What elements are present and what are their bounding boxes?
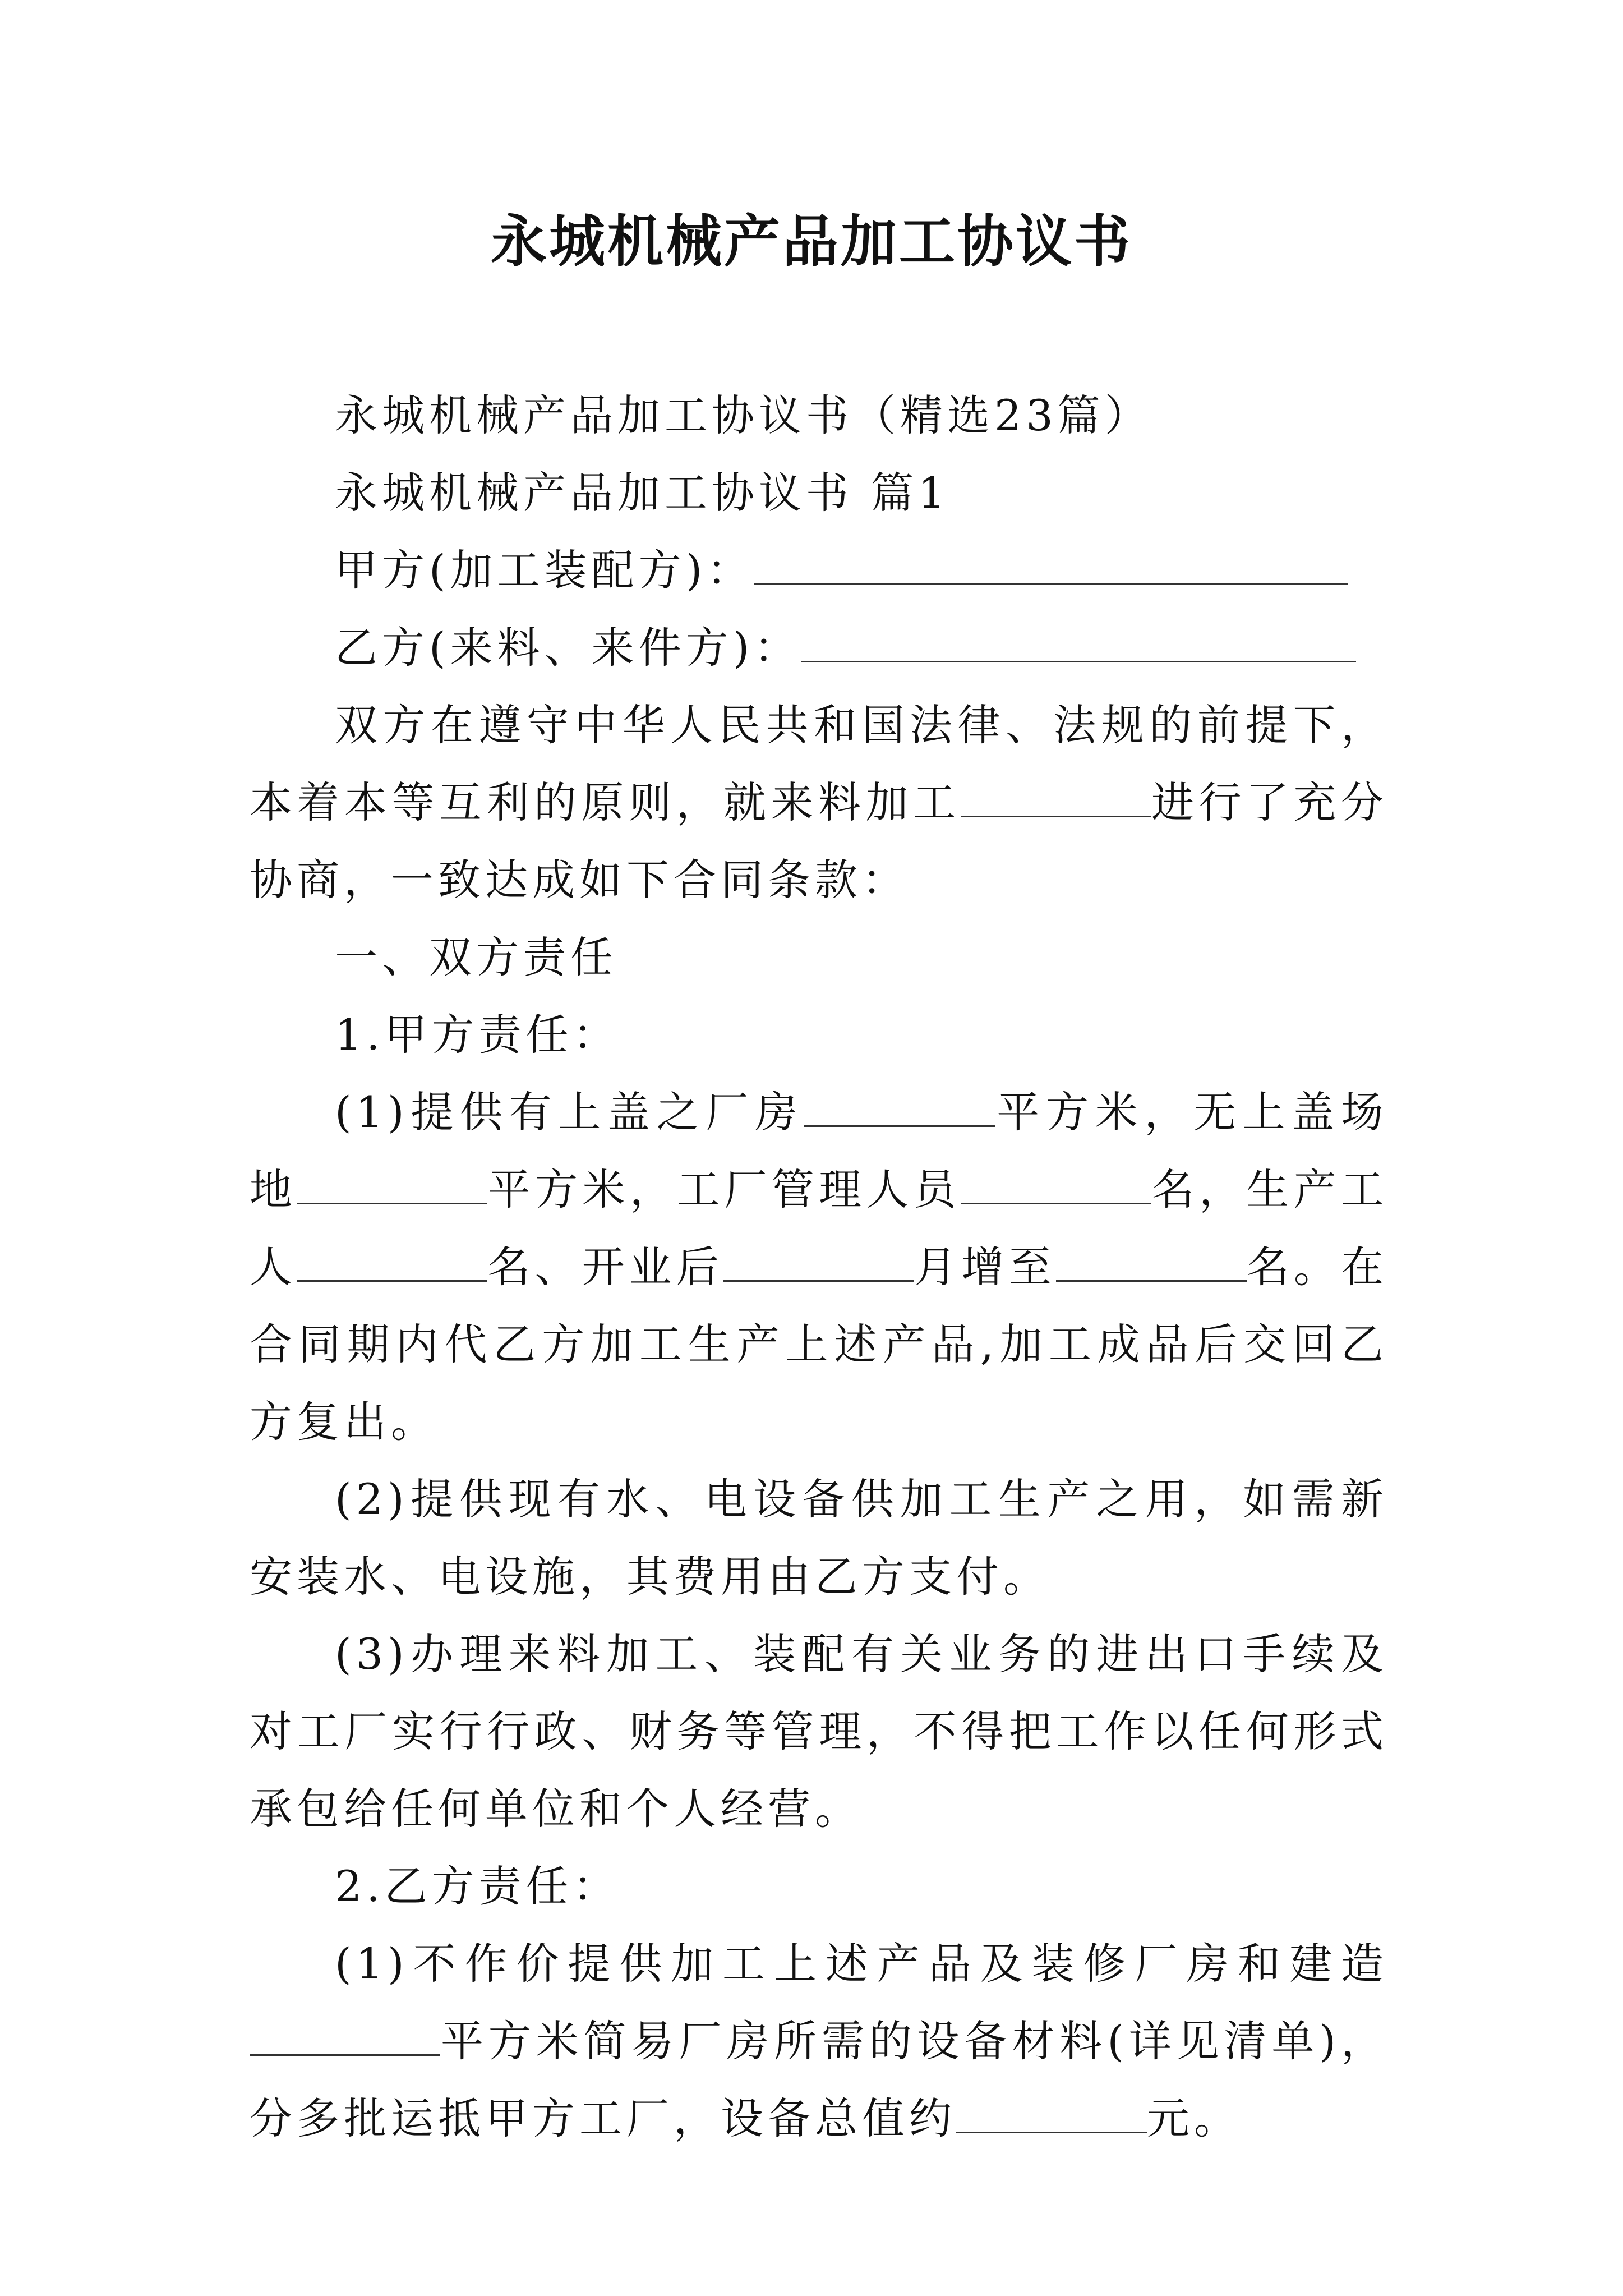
clause-1-1-blank-5 — [723, 1241, 914, 1282]
document-body — [250, 377, 1388, 2157]
paragraph-subtitle: 永城机械产品加工协议书（精选23篇） — [335, 390, 1152, 440]
paragraph-clause-1-1 — [250, 1074, 1388, 1461]
clause-1-1-blank-3 — [961, 1163, 1151, 1204]
party-b-blank — [801, 622, 1356, 662]
paragraph-clause-2-1 — [250, 1925, 1388, 2157]
clause-2-1-text-c: 元。 — [1147, 2093, 1241, 2143]
paragraph-party-b — [250, 609, 1388, 687]
party-a-blank — [754, 544, 1348, 585]
clause-1-1-text-e: 名、开业后 — [487, 1242, 724, 1292]
paragraph-party-a — [250, 532, 1388, 609]
clause-1-1-text-g: 名。在合同期内代乙方加工生产上述产品,加工成品后交回乙方复出。 — [250, 1242, 1389, 1447]
clause-1-1-text-a: (1)提供有上盖之厂房 — [335, 1087, 804, 1137]
paragraph-clause-1-2: (2)提供现有水、电设备供加工生产之用，如需新安装水、电设施，其费用由乙方支付。 — [250, 1474, 1388, 1602]
preamble-text-b: 进行了充分协商，一致达成如下合同条款： — [250, 777, 1388, 905]
preamble-text-a: 双方在遵守中华人民共和国法律、法规的前提下，本着本等互利的原则，就来料加工 — [250, 700, 1388, 827]
clause-1-1-blank-4 — [297, 1241, 487, 1282]
paragraph-preamble — [250, 687, 1388, 919]
paragraph-party-a-duties: 1.甲方责任： — [335, 1010, 620, 1060]
preamble-blank — [961, 776, 1151, 817]
clause-1-1-blank-6 — [1056, 1241, 1247, 1282]
clause-2-1-blank-2 — [956, 2092, 1147, 2133]
clause-2-1-text-a: (1)不作价提供加工上述产品及装修厂房和建造 — [335, 1939, 1388, 1989]
paragraph-section-one: 一、双方责任 — [335, 932, 617, 982]
clause-1-1-text-c: 平方米，工厂管理人员 — [487, 1165, 961, 1214]
clause-2-1-text-b: 平方米简易厂房所需的设备材料(详见清单)，分多批运抵甲方工厂，设备总值约 — [250, 2016, 1388, 2143]
clause-1-1-blank-1 — [804, 1086, 995, 1127]
party-b-label: 乙方(来料、来件方)： — [335, 623, 801, 673]
clause-2-1-blank-1 — [250, 2015, 440, 2056]
paragraph-clause-1-3: (3)办理来料加工、装配有关业务的进出口手续及对工厂实行行政、财务等管理，不得把工作以任何形式承包给任何单位和个人经营。 — [250, 1629, 1388, 1834]
paragraph-party-b-duties: 2.乙方责任： — [335, 1861, 620, 1911]
clause-1-1-blank-2 — [297, 1163, 487, 1204]
clause-1-1-text-b: 平方米，无上盖场地 — [250, 1087, 1389, 1214]
clause-1-1-text-f: 月增至 — [914, 1242, 1056, 1292]
party-a-label: 甲方(加工装配方)： — [335, 545, 754, 595]
paragraph-chapter-heading: 永城机械产品加工协议书 篇1 — [335, 468, 950, 518]
clause-1-1-text-d: 名，生产工人 — [250, 1165, 1389, 1292]
document-title: 永城机械产品加工协议书 — [491, 208, 1132, 274]
